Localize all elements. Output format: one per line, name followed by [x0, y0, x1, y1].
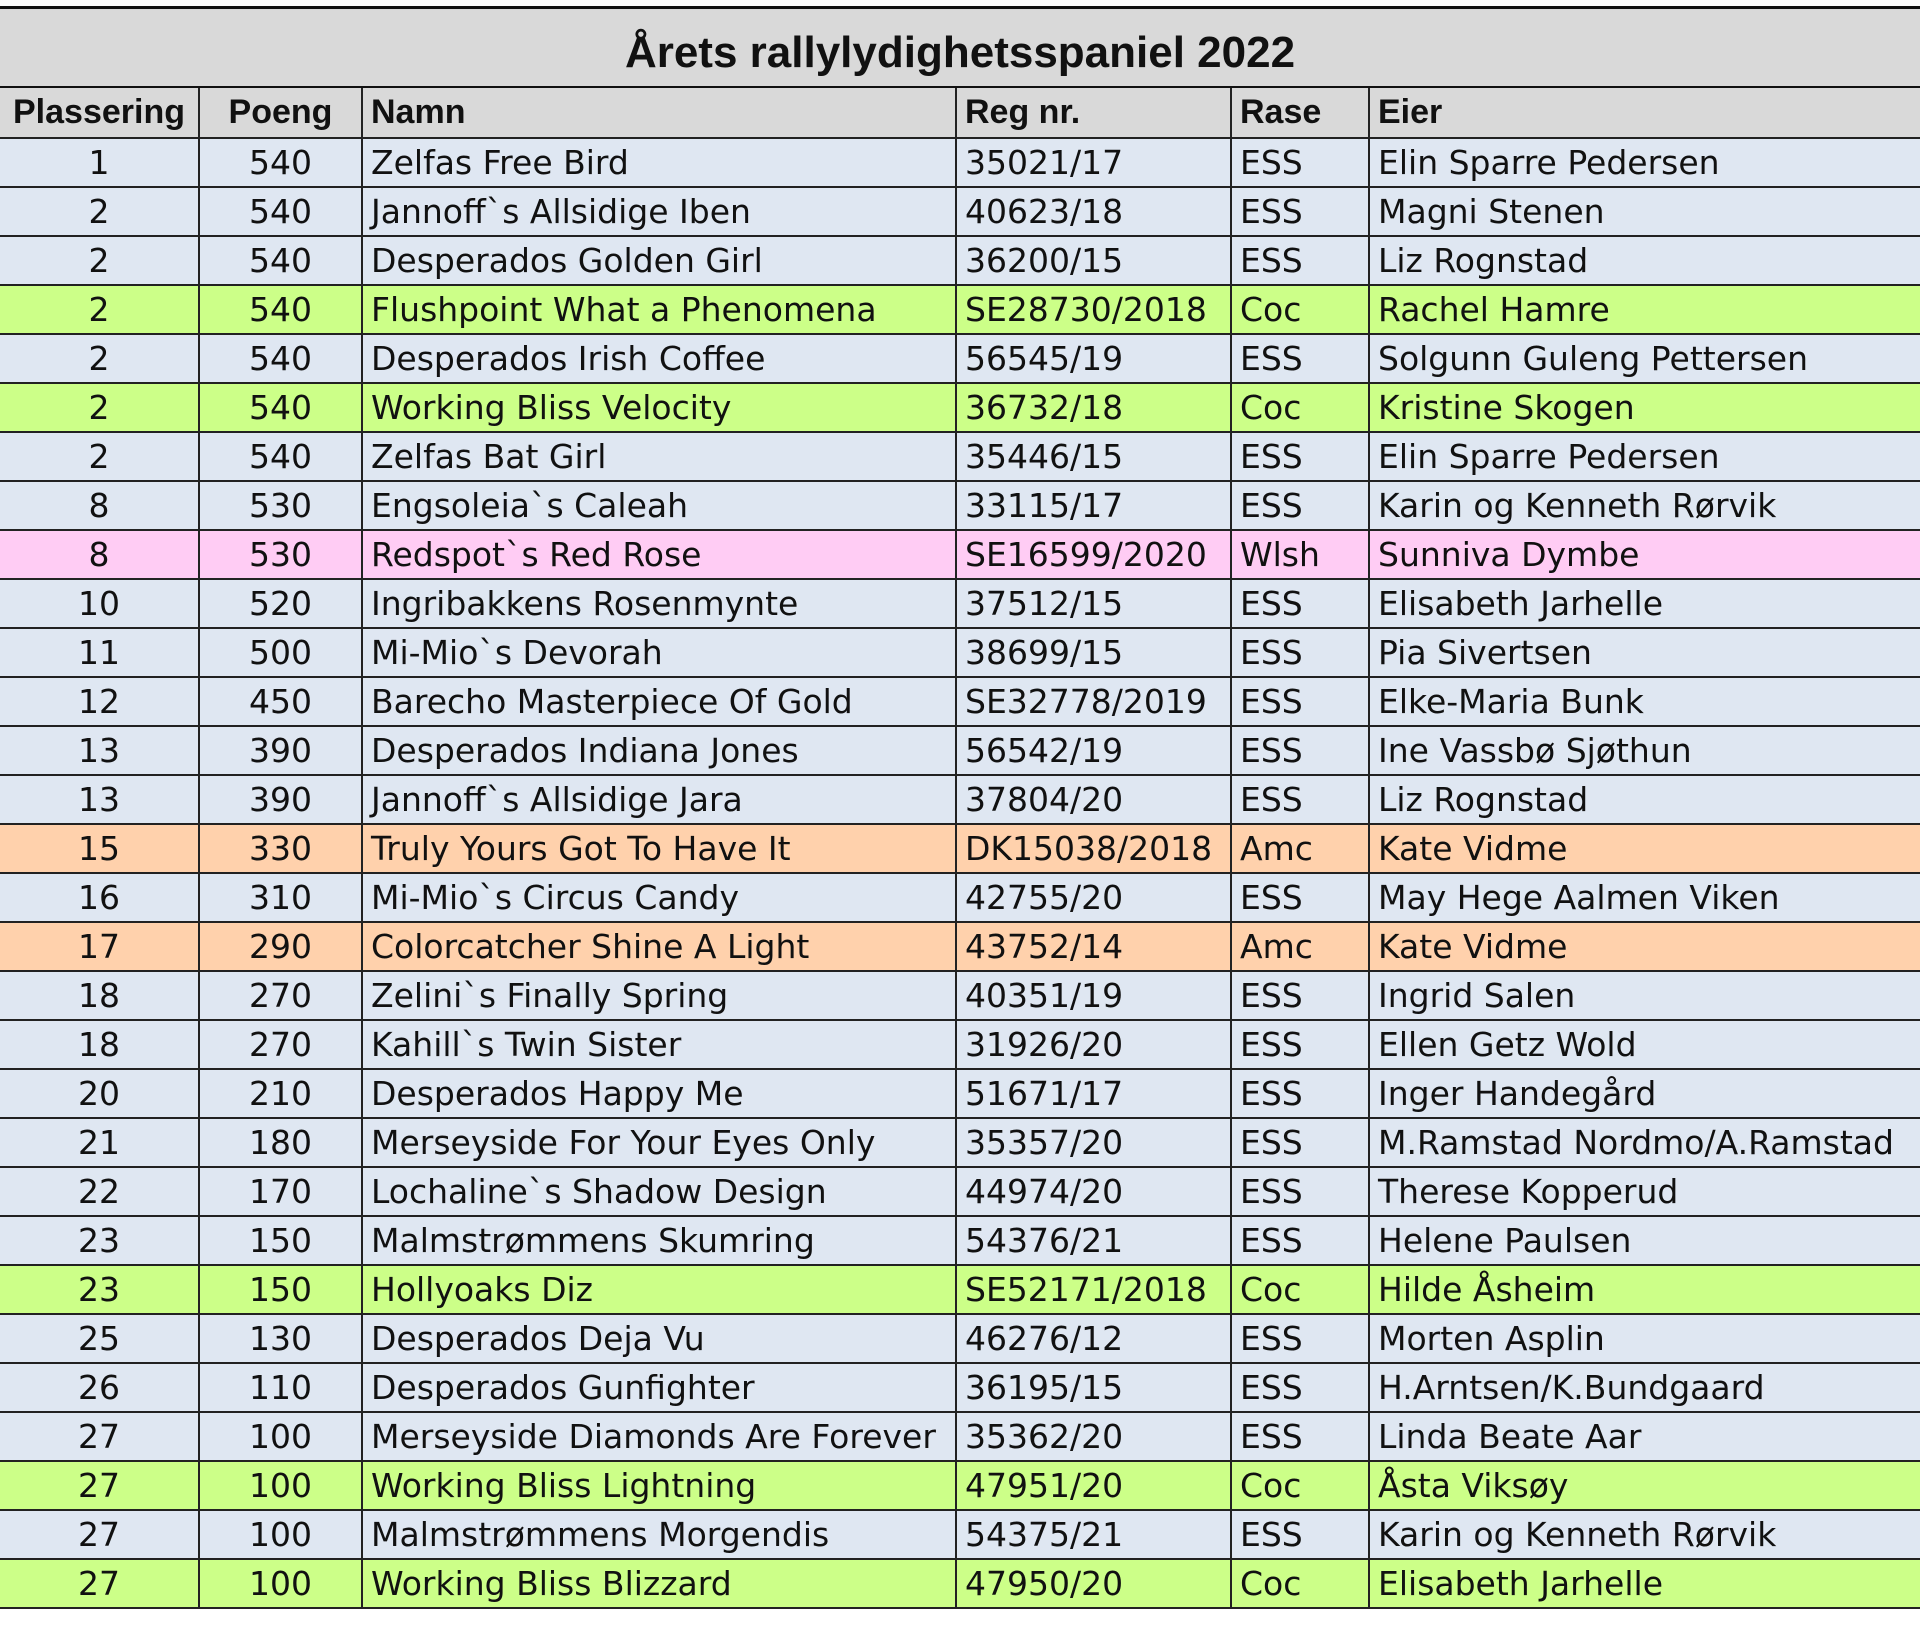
cell-reg-nr: SE52171/2018: [956, 1265, 1231, 1314]
cell-plassering: 18: [0, 971, 199, 1020]
cell-poeng: 540: [199, 236, 362, 285]
cell-namn: Colorcatcher Shine A Light: [362, 922, 956, 971]
cell-rase: ESS: [1231, 1314, 1369, 1363]
cell-rase: ESS: [1231, 677, 1369, 726]
cell-reg-nr: 37512/15: [956, 579, 1231, 628]
cell-eier: May Hege Aalmen Viken: [1369, 873, 1920, 922]
cell-rase: ESS: [1231, 1020, 1369, 1069]
cell-plassering: 2: [0, 383, 199, 432]
table-row: [0, 1559, 1920, 1608]
cell-poeng: 210: [199, 1069, 362, 1118]
cell-plassering: 2: [0, 334, 199, 383]
cell-plassering: 2: [0, 432, 199, 481]
cell-eier: Hilde Åsheim: [1369, 1265, 1920, 1314]
cell-poeng: 310: [199, 873, 362, 922]
table-row: [0, 481, 1920, 530]
cell-plassering: 25: [0, 1314, 199, 1363]
cell-namn: Working Bliss Lightning: [362, 1461, 956, 1510]
cell-poeng: 270: [199, 1020, 362, 1069]
cell-rase: Coc: [1231, 285, 1369, 334]
cell-plassering: 2: [0, 285, 199, 334]
cell-rase: ESS: [1231, 775, 1369, 824]
cell-poeng: 100: [199, 1510, 362, 1559]
table-row: [0, 1510, 1920, 1559]
table-row: [0, 334, 1920, 383]
cell-rase: ESS: [1231, 971, 1369, 1020]
cell-eier: Therese Kopperud: [1369, 1167, 1920, 1216]
cell-plassering: 27: [0, 1510, 199, 1559]
cell-eier: Liz Rognstad: [1369, 236, 1920, 285]
cell-rase: Coc: [1231, 383, 1369, 432]
cell-rase: ESS: [1231, 1363, 1369, 1412]
cell-namn: Mi-Mio`s Devorah: [362, 628, 956, 677]
cell-reg-nr: 56542/19: [956, 726, 1231, 775]
cell-namn: Desperados Happy Me: [362, 1069, 956, 1118]
cell-poeng: 150: [199, 1265, 362, 1314]
cell-rase: Coc: [1231, 1559, 1369, 1608]
cell-poeng: 500: [199, 628, 362, 677]
cell-plassering: 21: [0, 1118, 199, 1167]
table-row: [0, 530, 1920, 579]
cell-rase: ESS: [1231, 579, 1369, 628]
cell-poeng: 540: [199, 334, 362, 383]
cell-reg-nr: 35357/20: [956, 1118, 1231, 1167]
cell-reg-nr: 54375/21: [956, 1510, 1231, 1559]
table-row: [0, 236, 1920, 285]
cell-poeng: 540: [199, 285, 362, 334]
cell-reg-nr: 54376/21: [956, 1216, 1231, 1265]
cell-poeng: 530: [199, 530, 362, 579]
cell-reg-nr: 36195/15: [956, 1363, 1231, 1412]
cell-plassering: 27: [0, 1461, 199, 1510]
ranking-table: [0, 88, 1920, 1609]
cell-plassering: 10: [0, 579, 199, 628]
cell-reg-nr: 31926/20: [956, 1020, 1231, 1069]
cell-eier: Liz Rognstad: [1369, 775, 1920, 824]
table-row: [0, 873, 1920, 922]
table-row: [0, 285, 1920, 334]
table-row: [0, 726, 1920, 775]
table-title: Årets rallylydighetsspaniel 2022: [0, 6, 1920, 88]
table-row: [0, 138, 1920, 187]
table-row: [0, 922, 1920, 971]
cell-namn: Merseyside For Your Eyes Only: [362, 1118, 956, 1167]
cell-reg-nr: DK15038/2018: [956, 824, 1231, 873]
cell-poeng: 450: [199, 677, 362, 726]
cell-plassering: 20: [0, 1069, 199, 1118]
cell-rase: ESS: [1231, 1216, 1369, 1265]
cell-rase: ESS: [1231, 1510, 1369, 1559]
header-plassering: Plassering: [0, 88, 199, 138]
cell-namn: Zelini`s Finally Spring: [362, 971, 956, 1020]
cell-plassering: 13: [0, 775, 199, 824]
cell-eier: Linda Beate Aar: [1369, 1412, 1920, 1461]
cell-namn: Lochaline`s Shadow Design: [362, 1167, 956, 1216]
cell-reg-nr: SE28730/2018: [956, 285, 1231, 334]
cell-namn: Jannoff`s Allsidige Iben: [362, 187, 956, 236]
cell-plassering: 11: [0, 628, 199, 677]
cell-rase: ESS: [1231, 1069, 1369, 1118]
cell-plassering: 1: [0, 138, 199, 187]
cell-eier: H.Arntsen/K.Bundgaard: [1369, 1363, 1920, 1412]
cell-eier: Rachel Hamre: [1369, 285, 1920, 334]
table-row: [0, 775, 1920, 824]
table-row: [0, 824, 1920, 873]
cell-namn: Desperados Golden Girl: [362, 236, 956, 285]
table-row: [0, 1412, 1920, 1461]
cell-eier: Elisabeth Jarhelle: [1369, 579, 1920, 628]
cell-poeng: 180: [199, 1118, 362, 1167]
cell-eier: Inger Handegård: [1369, 1069, 1920, 1118]
cell-poeng: 540: [199, 138, 362, 187]
cell-reg-nr: 47950/20: [956, 1559, 1231, 1608]
table-row: [0, 187, 1920, 236]
table-body: [0, 138, 1920, 1608]
cell-rase: ESS: [1231, 628, 1369, 677]
cell-plassering: 2: [0, 236, 199, 285]
cell-reg-nr: 36732/18: [956, 383, 1231, 432]
cell-reg-nr: 51671/17: [956, 1069, 1231, 1118]
cell-poeng: 530: [199, 481, 362, 530]
cell-poeng: 150: [199, 1216, 362, 1265]
table-row: [0, 1314, 1920, 1363]
cell-eier: Helene Paulsen: [1369, 1216, 1920, 1265]
table-row: [0, 1118, 1920, 1167]
cell-reg-nr: 33115/17: [956, 481, 1231, 530]
cell-rase: ESS: [1231, 138, 1369, 187]
cell-reg-nr: 42755/20: [956, 873, 1231, 922]
cell-plassering: 18: [0, 1020, 199, 1069]
cell-reg-nr: 36200/15: [956, 236, 1231, 285]
cell-poeng: 110: [199, 1363, 362, 1412]
cell-poeng: 100: [199, 1461, 362, 1510]
table-row: [0, 1020, 1920, 1069]
cell-eier: Ellen Getz Wold: [1369, 1020, 1920, 1069]
table-row: [0, 1069, 1920, 1118]
cell-namn: Malmstrømmens Morgendis: [362, 1510, 956, 1559]
table-row: [0, 677, 1920, 726]
cell-reg-nr: 40623/18: [956, 187, 1231, 236]
cell-reg-nr: 35362/20: [956, 1412, 1231, 1461]
cell-eier: Sunniva Dymbe: [1369, 530, 1920, 579]
header-rase: Rase: [1231, 88, 1369, 138]
header-row: [0, 88, 1920, 138]
cell-rase: ESS: [1231, 187, 1369, 236]
cell-plassering: 23: [0, 1216, 199, 1265]
header-reg-nr: Reg nr.: [956, 88, 1231, 138]
cell-reg-nr: 46276/12: [956, 1314, 1231, 1363]
cell-namn: Flushpoint What a Phenomena: [362, 285, 956, 334]
table-row: [0, 1363, 1920, 1412]
cell-eier: M.Ramstad Nordmo/A.Ramstad: [1369, 1118, 1920, 1167]
cell-eier: Åsta Viksøy: [1369, 1461, 1920, 1510]
cell-plassering: 22: [0, 1167, 199, 1216]
cell-eier: Ine Vassbø Sjøthun: [1369, 726, 1920, 775]
cell-poeng: 540: [199, 432, 362, 481]
cell-namn: Redspot`s Red Rose: [362, 530, 956, 579]
cell-eier: Elke-Maria Bunk: [1369, 677, 1920, 726]
table-row: [0, 1265, 1920, 1314]
table-row: [0, 971, 1920, 1020]
cell-plassering: 27: [0, 1559, 199, 1608]
cell-poeng: 100: [199, 1412, 362, 1461]
cell-rase: Coc: [1231, 1461, 1369, 1510]
cell-poeng: 130: [199, 1314, 362, 1363]
cell-namn: Malmstrømmens Skumring: [362, 1216, 956, 1265]
cell-eier: Elin Sparre Pedersen: [1369, 138, 1920, 187]
cell-poeng: 390: [199, 726, 362, 775]
cell-plassering: 12: [0, 677, 199, 726]
cell-namn: Truly Yours Got To Have It: [362, 824, 956, 873]
cell-reg-nr: SE32778/2019: [956, 677, 1231, 726]
cell-reg-nr: 56545/19: [956, 334, 1231, 383]
cell-poeng: 390: [199, 775, 362, 824]
cell-eier: Elisabeth Jarhelle: [1369, 1559, 1920, 1608]
cell-namn: Engsoleia`s Caleah: [362, 481, 956, 530]
cell-plassering: 23: [0, 1265, 199, 1314]
cell-poeng: 540: [199, 383, 362, 432]
cell-namn: Kahill`s Twin Sister: [362, 1020, 956, 1069]
cell-eier: Kate Vidme: [1369, 922, 1920, 971]
table-row: [0, 579, 1920, 628]
cell-reg-nr: 37804/20: [956, 775, 1231, 824]
cell-rase: ESS: [1231, 334, 1369, 383]
cell-rase: ESS: [1231, 1167, 1369, 1216]
cell-eier: Solgunn Guleng Pettersen: [1369, 334, 1920, 383]
cell-plassering: 13: [0, 726, 199, 775]
cell-poeng: 540: [199, 187, 362, 236]
table-row: [0, 628, 1920, 677]
cell-poeng: 520: [199, 579, 362, 628]
cell-namn: Jannoff`s Allsidige Jara: [362, 775, 956, 824]
cell-poeng: 270: [199, 971, 362, 1020]
cell-rase: ESS: [1231, 432, 1369, 481]
cell-namn: Desperados Indiana Jones: [362, 726, 956, 775]
cell-poeng: 170: [199, 1167, 362, 1216]
cell-reg-nr: 35021/17: [956, 138, 1231, 187]
cell-plassering: 2: [0, 187, 199, 236]
cell-namn: Working Bliss Velocity: [362, 383, 956, 432]
table-row: [0, 383, 1920, 432]
cell-rase: Amc: [1231, 824, 1369, 873]
cell-rase: ESS: [1231, 236, 1369, 285]
cell-rase: Wlsh: [1231, 530, 1369, 579]
cell-namn: Mi-Mio`s Circus Candy: [362, 873, 956, 922]
cell-eier: Magni Stenen: [1369, 187, 1920, 236]
table-row: [0, 1167, 1920, 1216]
spreadsheet: [0, 6, 1920, 1609]
cell-plassering: 17: [0, 922, 199, 971]
cell-plassering: 26: [0, 1363, 199, 1412]
cell-eier: Pia Sivertsen: [1369, 628, 1920, 677]
header-namn: Namn: [362, 88, 956, 138]
cell-eier: Ingrid Salen: [1369, 971, 1920, 1020]
cell-rase: ESS: [1231, 1118, 1369, 1167]
cell-eier: Karin og Kenneth Rørvik: [1369, 1510, 1920, 1559]
cell-reg-nr: 38699/15: [956, 628, 1231, 677]
cell-namn: Desperados Irish Coffee: [362, 334, 956, 383]
cell-eier: Kristine Skogen: [1369, 383, 1920, 432]
cell-rase: Amc: [1231, 922, 1369, 971]
cell-eier: Kate Vidme: [1369, 824, 1920, 873]
cell-reg-nr: 35446/15: [956, 432, 1231, 481]
cell-rase: Coc: [1231, 1265, 1369, 1314]
cell-namn: Zelfas Bat Girl: [362, 432, 956, 481]
cell-reg-nr: 43752/14: [956, 922, 1231, 971]
cell-namn: Merseyside Diamonds Are Forever: [362, 1412, 956, 1461]
cell-namn: Working Bliss Blizzard: [362, 1559, 956, 1608]
cell-reg-nr: 47951/20: [956, 1461, 1231, 1510]
table-row: [0, 1461, 1920, 1510]
table-row: [0, 432, 1920, 481]
cell-namn: Hollyoaks Diz: [362, 1265, 956, 1314]
cell-plassering: 16: [0, 873, 199, 922]
cell-namn: Barecho Masterpiece Of Gold: [362, 677, 956, 726]
cell-plassering: 15: [0, 824, 199, 873]
cell-eier: Karin og Kenneth Rørvik: [1369, 481, 1920, 530]
cell-reg-nr: 44974/20: [956, 1167, 1231, 1216]
cell-plassering: 8: [0, 481, 199, 530]
cell-eier: Morten Asplin: [1369, 1314, 1920, 1363]
cell-reg-nr: SE16599/2020: [956, 530, 1231, 579]
cell-poeng: 290: [199, 922, 362, 971]
cell-rase: ESS: [1231, 873, 1369, 922]
cell-plassering: 27: [0, 1412, 199, 1461]
cell-poeng: 100: [199, 1559, 362, 1608]
cell-rase: ESS: [1231, 481, 1369, 530]
cell-poeng: 330: [199, 824, 362, 873]
table-row: [0, 1216, 1920, 1265]
cell-plassering: 8: [0, 530, 199, 579]
header-poeng: Poeng: [199, 88, 362, 138]
header-eier: Eier: [1369, 88, 1920, 138]
cell-reg-nr: 40351/19: [956, 971, 1231, 1020]
cell-namn: Desperados Deja Vu: [362, 1314, 956, 1363]
cell-namn: Ingribakkens Rosenmynte: [362, 579, 956, 628]
cell-namn: Desperados Gunfighter: [362, 1363, 956, 1412]
cell-rase: ESS: [1231, 726, 1369, 775]
cell-rase: ESS: [1231, 1412, 1369, 1461]
cell-eier: Elin Sparre Pedersen: [1369, 432, 1920, 481]
cell-namn: Zelfas Free Bird: [362, 138, 956, 187]
